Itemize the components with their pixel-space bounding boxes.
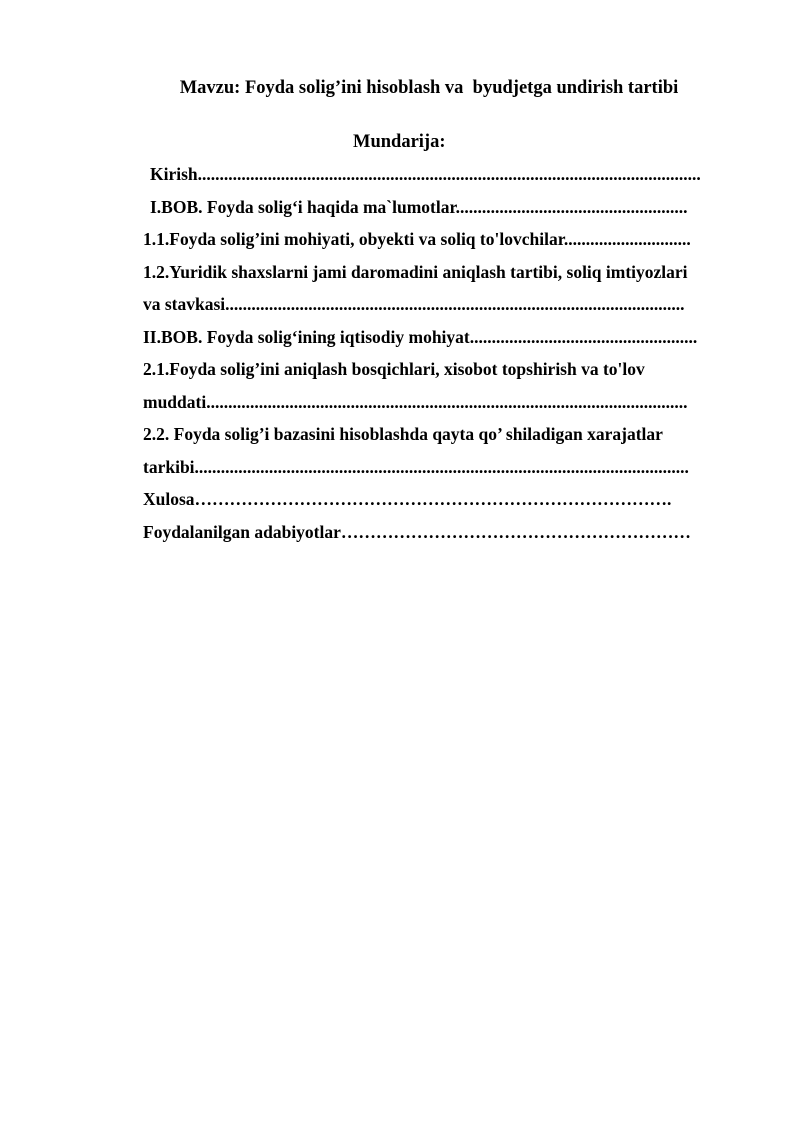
table-of-contents xyxy=(143,163,743,553)
toc-entry-xulosa: Xulosa………………………………………………………………………. xyxy=(143,489,672,509)
toc-heading: Mundarija: xyxy=(353,132,446,152)
toc-entry-2-1-cont: muddati.............................................................................................................. xyxy=(143,391,688,412)
toc-entry-2-1: 2.1.Foyda solig’ini aniqlash bosqichlari, xisobot topshirish va to'lov xyxy=(143,359,645,379)
toc-entry-2-2-cont: tarkibi................................................................................................................. xyxy=(143,456,689,477)
toc-entry-chapter-2: II.BOB. Foyda solig‘ining iqtisodiy mohiyat.................................................... xyxy=(143,326,698,347)
document-title: Mavzu: Foyda solig’ini hisoblash va byudjetga undirish tartibi xyxy=(179,78,679,98)
toc-entry-2-2: 2.2. Foyda solig’i bazasini hisoblashda qayta qo’ shiladigan xarajatlar xyxy=(143,424,663,444)
toc-entry-chapter-1: I.BOB. Foyda solig‘i haqida ma`lumotlar..................................................... xyxy=(150,196,688,217)
toc-entry-1-1: 1.1.Foyda solig’ini mohiyati, obyekti va soliq to'lovchilar............................. xyxy=(143,229,691,249)
toc-entry-bibliography: Foydalanilgan adabiyotlar…………………………………………………… xyxy=(143,521,691,542)
toc-entry-1-2-cont: va stavkasi......................................................................................................... xyxy=(143,294,685,314)
toc-entry-1-2: 1.2.Yuridik shaxslarni jami daromadini aniqlash tartibi, soliq imtiyozlari xyxy=(143,261,688,282)
toc-entry-kirish: Kirish................................................................................................................... xyxy=(150,164,701,184)
